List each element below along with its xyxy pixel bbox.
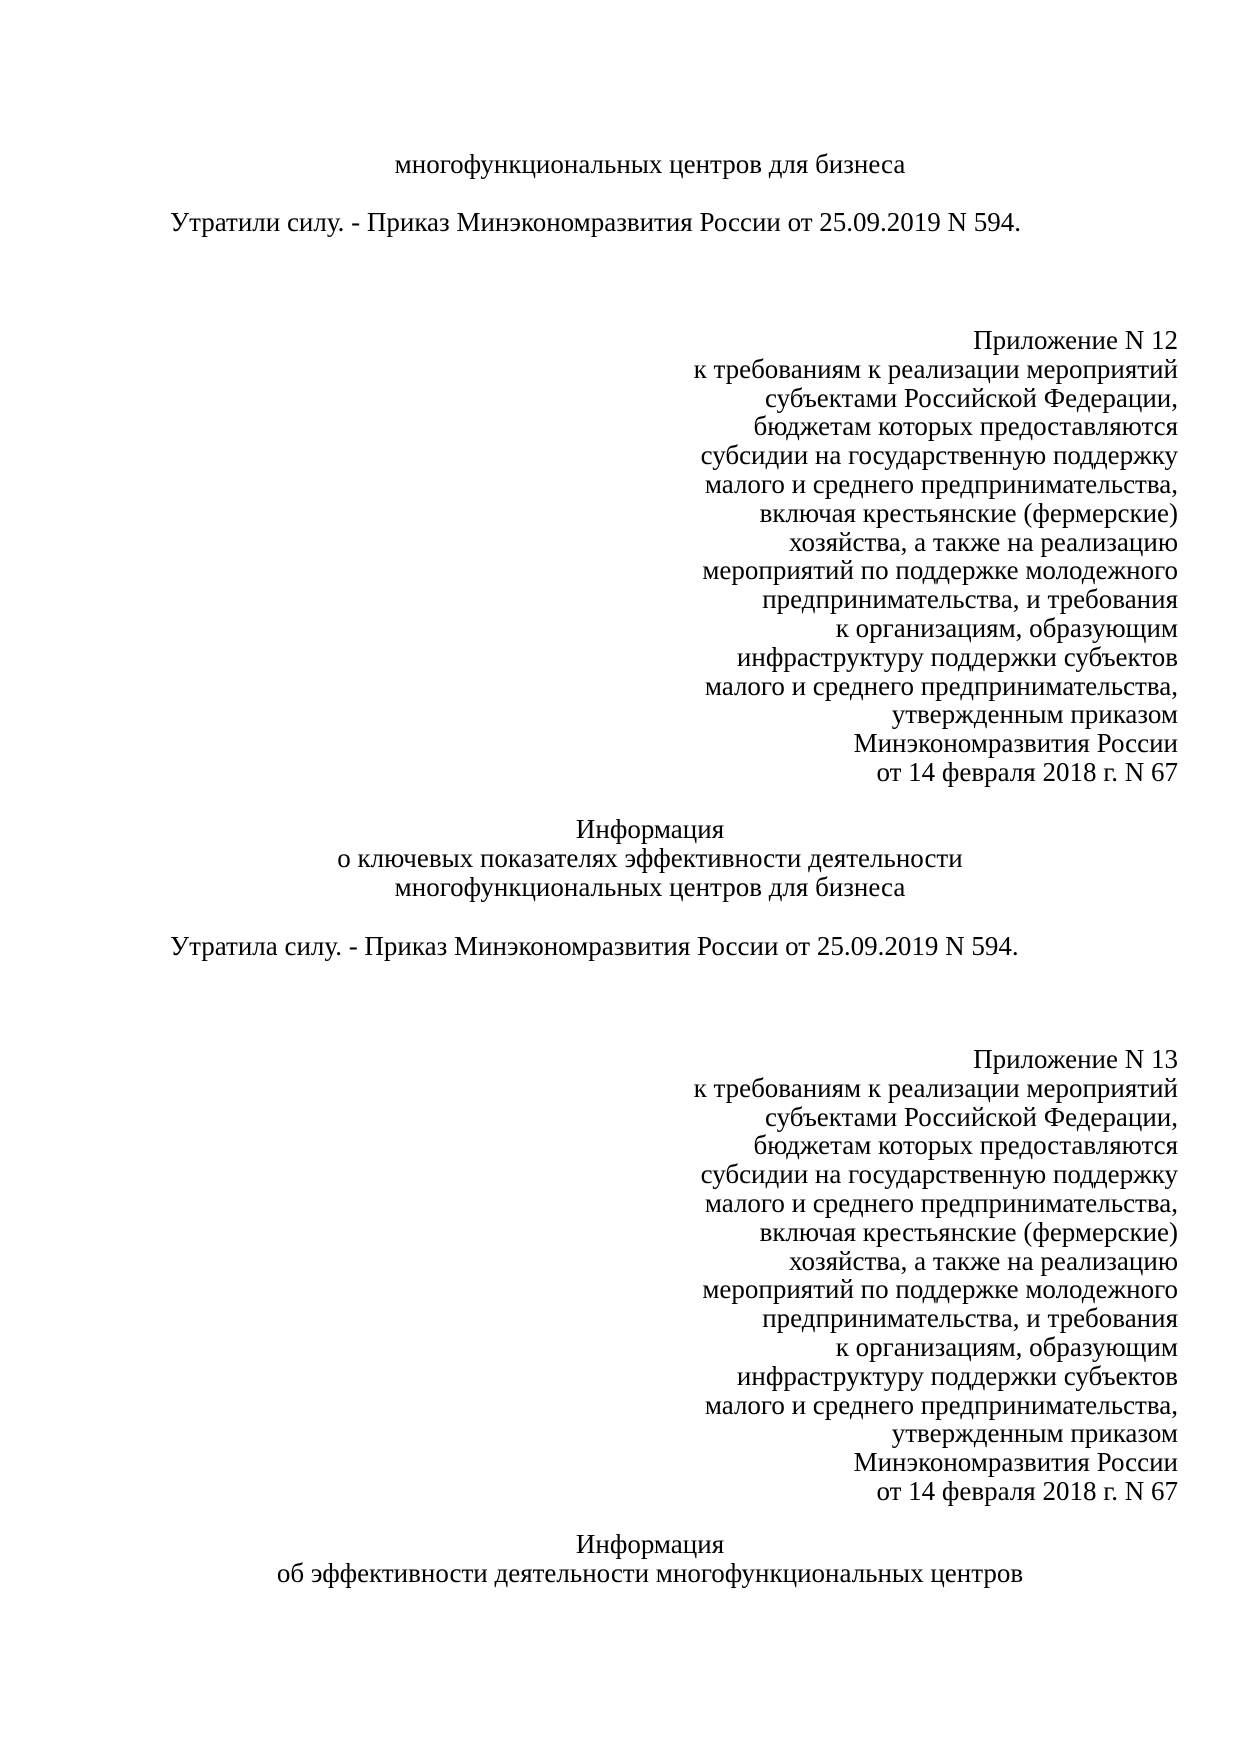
appendix-13-line: к организациям, образующим bbox=[835, 1331, 1178, 1362]
appendix-12-line: субсидии на государственную поддержку bbox=[700, 440, 1178, 471]
appendix-13-line: малого и среднего предпринимательства, bbox=[704, 1389, 1178, 1420]
appendix-13-line: мероприятий по поддержке молодежного bbox=[702, 1274, 1178, 1305]
appendix-13-line: инфраструктуру поддержки субъектов bbox=[736, 1360, 1178, 1391]
appendix-13-line: утвержденным приказом bbox=[891, 1418, 1178, 1449]
appendix-12-line: мероприятий по поддержке молодежного bbox=[702, 555, 1178, 586]
appendix-12-line: инфраструктуру поддержки субъектов bbox=[736, 641, 1178, 672]
appendix-13-heading-title: Информация bbox=[575, 1529, 725, 1559]
appendix-13-line: к требованиям к реализации мероприятий bbox=[693, 1072, 1178, 1103]
appendix-12-line: малого и среднего предпринимательства, bbox=[704, 670, 1178, 701]
repeal-note-top bbox=[170, 208, 1021, 237]
appendix-13-header bbox=[694, 1045, 1178, 1506]
appendix-12-line: от 14 февраля 2018 г. N 67 bbox=[876, 756, 1178, 787]
appendix-13-line: субсидии на государственную поддержку bbox=[700, 1159, 1178, 1190]
appendix-12-line: включая крестьянские (фермерские) bbox=[759, 497, 1178, 528]
appendix-12-header bbox=[694, 326, 1178, 787]
appendix-13-line: бюджетам которых предоставляются bbox=[753, 1130, 1178, 1161]
appendix-13-line: субъектами Российской Федерации, bbox=[764, 1101, 1178, 1132]
appendix-13-line: предпринимательства, и требования bbox=[762, 1303, 1178, 1334]
appendix-12-heading-line: многофункциональных центров для бизнеса bbox=[394, 871, 906, 902]
appendix-12-line: к организациям, образующим bbox=[835, 612, 1178, 643]
continued-section-title bbox=[0, 150, 1240, 179]
appendix-13-heading bbox=[0, 1530, 1240, 1588]
appendix-13-title: Приложение N 13 bbox=[973, 1044, 1178, 1074]
repeal-note-appendix-12-text: Утратила силу. - Приказ Минэкономразвития России от 25.09.2019 N 594. bbox=[170, 931, 1019, 961]
appendix-12-line: утвержденным приказом bbox=[891, 699, 1178, 730]
appendix-12-line: к требованиям к реализации мероприятий bbox=[693, 353, 1178, 384]
appendix-12-heading-title: Информация bbox=[575, 814, 725, 844]
appendix-12-heading bbox=[0, 815, 1240, 901]
appendix-13-line: малого и среднего предпринимательства, bbox=[704, 1187, 1178, 1218]
appendix-12-line: бюджетам которых предоставляются bbox=[753, 411, 1178, 442]
appendix-13-line: от 14 февраля 2018 г. N 67 bbox=[876, 1475, 1178, 1506]
appendix-12-line: хозяйства, а также на реализацию bbox=[788, 526, 1178, 557]
appendix-12-line: малого и среднего предпринимательства, bbox=[704, 468, 1178, 499]
appendix-12-heading-line: о ключевых показателях эффективности деятельности bbox=[337, 842, 963, 873]
appendix-12-title: Приложение N 12 bbox=[973, 325, 1178, 355]
repeal-note-top-text: Утратили силу. - Приказ Минэкономразвития России от 25.09.2019 N 594. bbox=[170, 207, 1022, 237]
appendix-13-line: Минэкономразвития России bbox=[853, 1447, 1178, 1478]
appendix-13-line: хозяйства, а также на реализацию bbox=[788, 1245, 1178, 1276]
appendix-12-line: Минэкономразвития России bbox=[853, 728, 1178, 759]
appendix-12-line: субъектами Российской Федерации, bbox=[764, 382, 1178, 413]
appendix-13-line: включая крестьянские (фермерские) bbox=[759, 1216, 1178, 1247]
appendix-13-heading-line: об эффективности деятельности многофункциональных центров bbox=[276, 1557, 1024, 1588]
repeal-note-appendix-12 bbox=[170, 932, 1019, 961]
continued-section-title-text: многофункциональных центров для бизнеса bbox=[394, 149, 906, 179]
appendix-12-line: предпринимательства, и требования bbox=[762, 584, 1178, 615]
